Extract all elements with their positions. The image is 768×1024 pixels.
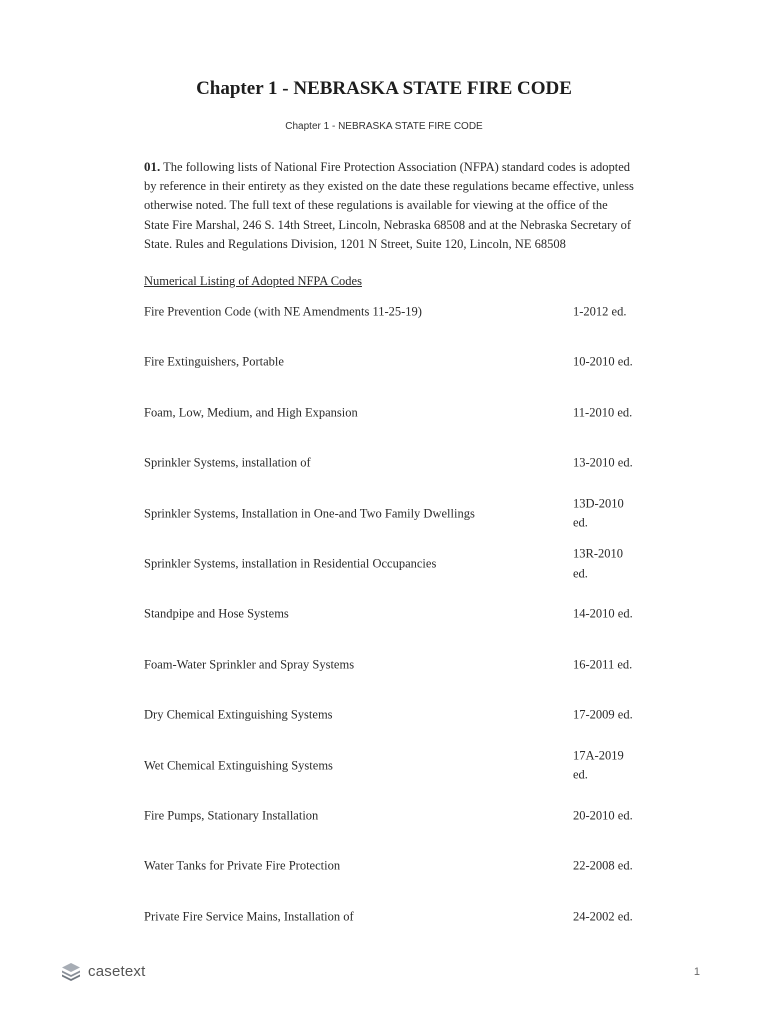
table-row (144, 892, 644, 942)
intro-text: The following lists of National Fire Protection Association (NFPA) standard codes is adopted by reference in their entirety as they existed on the date these regulations became effective, unless otherwise noted. The full text of these regulations is available for viewing at the office of the State Fire Marshal, 246 S. 14th Street, Lincoln, Nebraska 68508 and at the Nebraska Secretary of State. Rules and Regulations Division, 1201 N Street, Suite 120, Lincoln, NE 68508 (144, 160, 634, 251)
code-title: Water Tanks for Private Fire Protection (144, 858, 341, 873)
code-edition: 20-2010 ed. (573, 808, 633, 823)
table-row (144, 337, 644, 387)
code-edition: 13-2010 ed. (573, 455, 633, 470)
code-edition: 16-2011 ed. (573, 657, 633, 672)
table-row (144, 741, 644, 791)
code-title: Dry Chemical Extinguishing Systems (144, 707, 333, 722)
casetext-logo[interactable] (60, 960, 145, 982)
code-title: Sprinkler Systems, installation of (144, 455, 311, 470)
page-title: Chapter 1 - NEBRASKA STATE FIRE CODE (196, 78, 572, 99)
code-title: Private Fire Service Mains, Installation of (144, 909, 354, 924)
code-edition: 17A-2019 ed. (573, 748, 624, 782)
code-edition: 14-2010 ed. (573, 606, 633, 621)
section-number: 01. (144, 159, 161, 174)
table-row (144, 539, 644, 589)
code-title: Fire Extinguishers, Portable (144, 354, 284, 369)
table-row (144, 388, 644, 438)
stacked-layers-icon (60, 960, 82, 982)
code-edition: 13R-2010 ed. (573, 546, 623, 580)
code-title: Standpipe and Hose Systems (144, 606, 289, 621)
code-edition: 11-2010 ed. (573, 405, 633, 420)
table-row (144, 640, 644, 690)
table-row (144, 841, 644, 891)
table-row (144, 589, 644, 639)
code-edition: 17-2009 ed. (573, 707, 633, 722)
code-title: Sprinkler Systems, Installation in One-and Two Family Dwellings (144, 506, 475, 521)
code-edition: 1-2012 ed. (573, 304, 627, 319)
intro-paragraph (144, 157, 634, 254)
code-edition: 13D-2010 ed. (573, 496, 624, 530)
table-row (144, 791, 644, 841)
code-title: Wet Chemical Extinguishing Systems (144, 758, 333, 773)
brand-name: casetext (88, 962, 146, 980)
code-title: Sprinkler Systems, installation in Residential Occupancies (144, 556, 437, 571)
code-title: Fire Pumps, Stationary Installation (144, 808, 319, 823)
table-row (144, 690, 644, 740)
table-row (144, 438, 644, 488)
code-edition: 22-2008 ed. (573, 858, 633, 873)
code-edition: 24-2002 ed. (573, 909, 633, 924)
code-edition: 10-2010 ed. (573, 354, 633, 369)
page-number: 1 (693, 966, 700, 978)
listing-heading: Numerical Listing of Adopted NFPA Codes (144, 274, 362, 288)
code-title: Foam, Low, Medium, and High Expansion (144, 405, 358, 420)
code-title: Fire Prevention Code (with NE Amendments 11-25-19) (144, 304, 422, 319)
table-row (144, 287, 644, 337)
page-subtitle: Chapter 1 - NEBRASKA STATE FIRE CODE (285, 121, 483, 132)
table-row (144, 489, 644, 539)
code-title: Foam-Water Sprinkler and Spray Systems (144, 657, 355, 672)
